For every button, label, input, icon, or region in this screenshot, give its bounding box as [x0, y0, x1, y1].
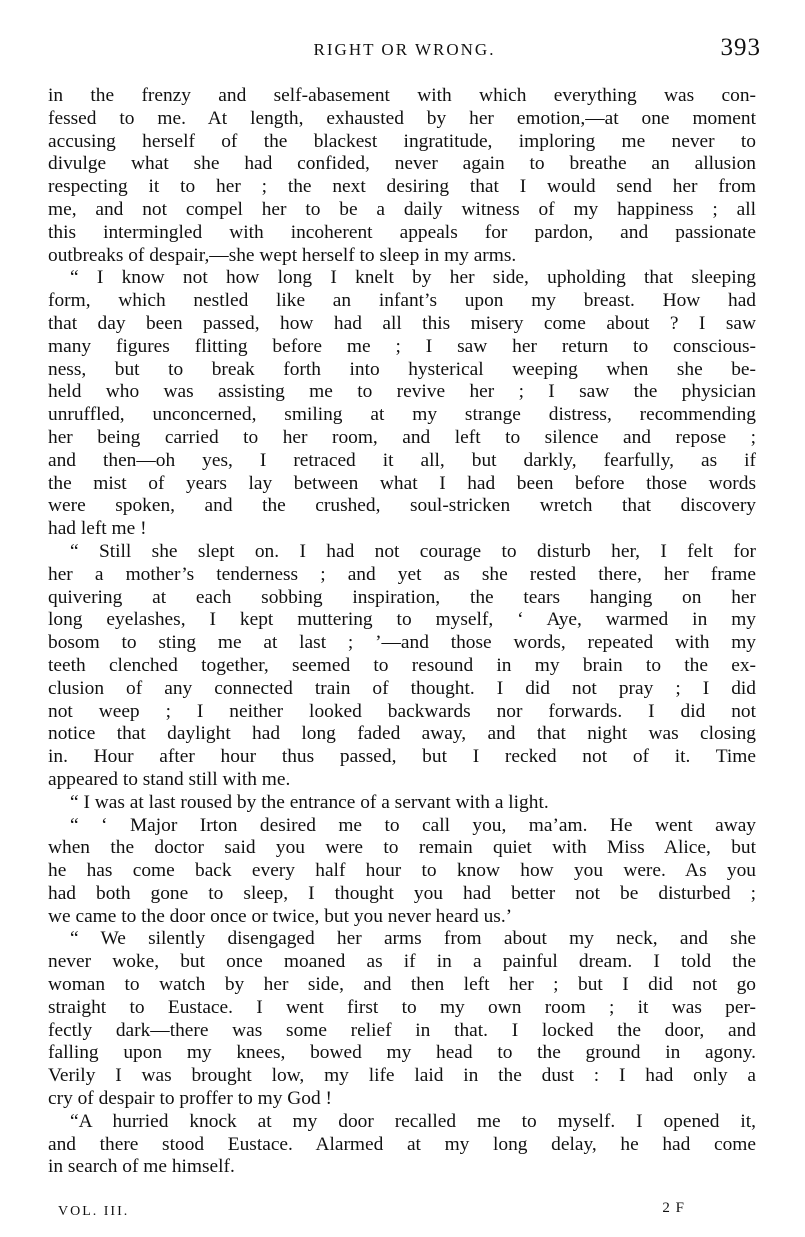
text-line: in. Hour after hour thus passed, but I recked not of it. Time — [48, 746, 756, 768]
text-line: woman to watch by her side, and then left her ; but I did not go — [48, 974, 756, 996]
text-line: divulge what she had confided, never again to breathe an allusion — [48, 153, 756, 175]
text-line: were spoken, and the crushed, soul-stricken wretch that discovery — [48, 495, 756, 517]
volume-marker: VOL. III. — [58, 1204, 130, 1219]
text-line: in search of me himself. — [48, 1156, 235, 1178]
text-line: outbreaks of despair,—she wept herself to sleep in my arms. — [48, 244, 517, 266]
text-line: her being carried to her room, and left to silence and repose ; — [48, 426, 756, 448]
text-line: the mist of years lay between what I had been before those words — [48, 472, 756, 494]
text-line: long eyelashes, I kept muttering to myself, ‘ Aye, warmed in my — [48, 609, 756, 631]
text-line: this intermingled with incoherent appeals for pardon, and passionate — [48, 221, 756, 243]
text-line: “ I was at last roused by the entrance of a servant with a light. — [70, 791, 549, 813]
text-line: that day been passed, how had all this misery come about ? I saw — [48, 312, 756, 334]
text-line: and then—oh yes, I retraced it all, but darkly, fearfully, as if — [48, 449, 756, 471]
text-line: respecting it to her ; the next desiring that I would send her from — [48, 176, 756, 198]
signature-mark: 2 F — [662, 1200, 685, 1216]
text-line: straight to Eustace. I went first to my own room ; it was per- — [48, 996, 756, 1018]
text-line: and there stood Eustace. Alarmed at my long delay, he had come — [48, 1133, 756, 1155]
page-footer — [58, 1200, 685, 1228]
text-line: form, which nestled like an infant’s upon my breast. How had — [48, 290, 756, 312]
paragraph — [48, 1111, 756, 1179]
text-line: fectly dark—there was some relief in that. I locked the door, and — [48, 1019, 756, 1041]
page-number: 393 — [720, 34, 761, 61]
text-line: “ ‘ Major Irton desired me to call you, ma’am. He went away — [70, 814, 756, 836]
text-line: many figures flitting before me ; I saw her return to conscious- — [48, 335, 756, 357]
text-line: Verily I was brought low, my life laid in the dust : I had only a — [48, 1065, 756, 1087]
running-title: RIGHT OR WRONG. — [313, 40, 496, 59]
text-line: when the doctor said you were to remain quiet with Miss Alice, but — [48, 837, 756, 859]
text-line: “ Still she slept on. I had not courage to disturb her, I felt for — [70, 540, 756, 562]
text-line: “ We silently disengaged her arms from about my neck, and she — [70, 928, 756, 950]
text-line: notice that daylight had long faded away, and that night was closing — [48, 723, 756, 745]
text-line: had both gone to sleep, I thought you had better not be disturbed ; — [48, 882, 756, 904]
text-line: unruffled, unconcerned, smiling at my strange distress, recommending — [48, 404, 756, 426]
text-line: “A hurried knock at my door recalled me to myself. I opened it, — [70, 1110, 756, 1132]
text-line: appeared to stand still with me. — [48, 768, 291, 790]
text-line: he has come back every half hour to know how you were. As you — [48, 860, 756, 882]
text-line: teeth clenched together, seemed to resound in my brain to the ex- — [48, 654, 756, 676]
text-line: accusing herself of the blackest ingratitude, imploring me never to — [48, 130, 756, 152]
text-line: cry of despair to proffer to my God ! — [48, 1088, 332, 1110]
text-line: had left me ! — [48, 518, 147, 540]
body-text — [48, 85, 756, 1179]
page-header — [48, 34, 761, 64]
paragraph — [48, 792, 756, 815]
text-line: bosom to sting me at last ; ’—and those words, repeated with my — [48, 632, 756, 654]
paragraph — [48, 815, 756, 929]
text-line: in the frenzy and self-abasement with which everything was con- — [48, 85, 756, 106]
text-line: ness, but to break forth into hysterical weeping when she be- — [48, 358, 756, 380]
paragraph — [48, 541, 756, 792]
text-line: held who was assisting me to revive her ; I saw the physician — [48, 381, 756, 403]
text-line: “ I know not how long I knelt by her side, upholding that sleeping — [70, 267, 756, 289]
text-line: never woke, but once moaned as if in a painful dream. I told the — [48, 951, 756, 973]
text-line: we came to the door once or twice, but you never heard us.’ — [48, 905, 513, 927]
text-line: clusion of any connected train of thought. I did not pray ; I did — [48, 677, 756, 699]
text-line: quivering at each sobbing inspiration, the tears hanging on her — [48, 586, 756, 608]
text-line: her a mother’s tenderness ; and yet as she rested there, her frame — [48, 563, 756, 585]
text-line: me, and not compel her to be a daily witness of my happiness ; all — [48, 198, 756, 220]
text-line: falling upon my knees, bowed my head to the ground in agony. — [48, 1042, 756, 1064]
text-line: fessed to me. At length, exhausted by her emotion,—at one moment — [48, 107, 756, 129]
paragraph — [48, 85, 756, 267]
paragraph — [48, 928, 756, 1110]
text-line: not weep ; I neither looked backwards nor forwards. I did not — [48, 700, 756, 722]
paragraph — [48, 267, 756, 541]
